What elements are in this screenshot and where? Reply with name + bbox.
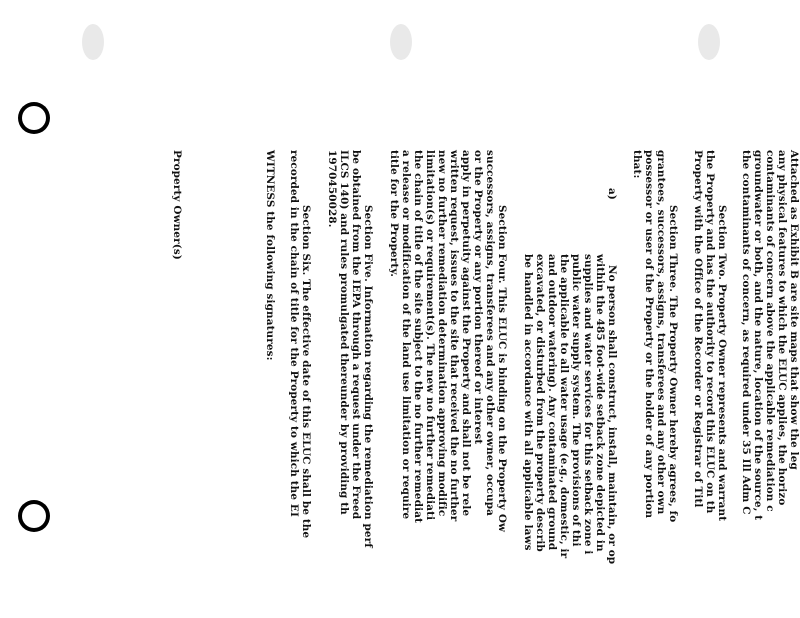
text-line: limitation(s) or requirement(s). The new no further remediati — [424, 150, 436, 521]
text-line: be handled in accordance with all applicable laws — [522, 254, 534, 551]
text-line: Property with the Office of the Recorder or Registrar of Titl — [692, 150, 704, 508]
text-line: within the 485 foot-wide setback zone depicted in — [594, 254, 606, 552]
text-line: Section Two. Property Owner represents and warrant — [716, 205, 728, 522]
text-line: possessor or user of the Property or the holder of any portion — [643, 150, 655, 519]
text-line: supplies and water services for this setback zone i — [582, 254, 594, 555]
text-line: No person shall construct, install, maintain, or op — [606, 265, 618, 565]
text-line: the applicable to all water usage (e.g., domestic, ir — [558, 254, 570, 559]
text-line: a release or modification of the land use limitation or require — [400, 150, 412, 520]
text-line: be obtained from the IEPA through a request under the Freed — [350, 150, 362, 520]
text-line: Section Six. The effective date of this ELUC shall be the — [300, 205, 312, 539]
text-line: excavated, or disturbed from the property describ — [534, 254, 546, 552]
text-line: ILCS 140) and rules promulgated thereunder by providing th — [338, 150, 350, 515]
text-line: recorded in the chain of title for the Property to which the EI — [288, 150, 300, 517]
text-line: Section Five. Information regarding the remediation perf — [362, 205, 374, 548]
text-line: successors, assigns, transferees and any other owner, occupa — [484, 150, 496, 517]
text-line: contaminants of concern above the applicable remediation c — [764, 150, 776, 512]
text-line: groundwater or both, and the nature, location of the source, t — [752, 150, 764, 521]
text-line: written request, issues to the site that received the no further — [448, 150, 460, 522]
text-line: apply in perpetuity against the Property and shall not be rele — [460, 150, 472, 517]
text-line: any physical features to which the ELUC applies, the horizo — [776, 150, 788, 506]
text-line: 1970450028. — [326, 150, 338, 228]
binder-hole-left-lower — [18, 500, 50, 532]
witness-heading: WITNESS the following signatures: — [264, 150, 276, 361]
text-line: and outdoor watering). Any contaminated ground — [546, 254, 558, 551]
rotated-document-text — [140, 0, 800, 618]
text-line: Section Three. The Property Owner hereby agrees, fo — [667, 205, 679, 523]
text-line: Section Four. This ELUC is binding on the Property Ow — [496, 205, 508, 533]
text-line: the contaminants of concern, as required under 35 Ill Adm C — [740, 150, 752, 515]
text-line: or the Property or any portion thereof or interest — [472, 150, 484, 445]
text-line: new no further remediation determination approving modific — [436, 150, 448, 517]
text-line: Attached as Exhibit B are site maps that show the leg — [788, 150, 800, 470]
binder-hole-left-upper — [18, 102, 50, 134]
signature-label: Property Owner(s) — [171, 150, 183, 260]
text-line: the Property and has the authority to record this ELUC on th — [704, 150, 716, 514]
text-line: the chain of title of the site subject to the no further remediat — [412, 150, 424, 524]
text-line: title for the Property. — [388, 150, 400, 278]
binder-hole-top-left — [82, 24, 104, 60]
text-line: public water supply system. The provisions of thi — [570, 254, 582, 547]
text-line: that: — [631, 150, 643, 179]
list-marker: a) — [606, 188, 618, 200]
text-line: grantees, successors, assigns, transferees and any other own — [655, 150, 667, 515]
